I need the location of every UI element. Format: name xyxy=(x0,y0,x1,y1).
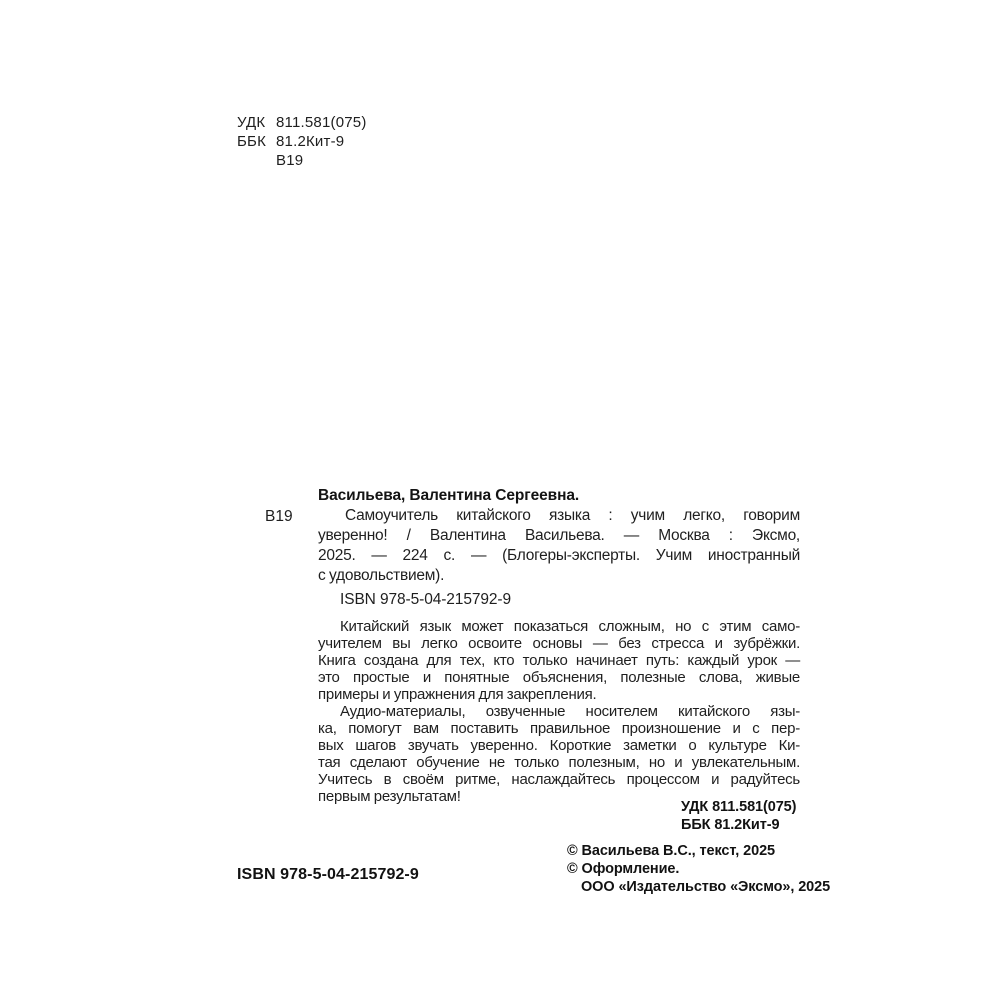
text-line: ООО «Издательство «Эксмо», 2025 xyxy=(581,879,831,895)
bibliographic-description-body xyxy=(265,506,800,586)
text-line: © Васильева В.С., текст, 2025 xyxy=(567,843,776,859)
text-line: Аудио-материалы, озвученные носителем китайского язы- xyxy=(340,703,800,720)
bibliographic-description xyxy=(318,506,800,586)
author-code-margin: В19 xyxy=(265,508,293,525)
bbk-bottom: ББК 81.2Кит-9 xyxy=(681,816,780,833)
udk-row xyxy=(237,113,367,132)
text-line: вых шагов звучать уверенно. Короткие заметки о культуре Ки- xyxy=(318,737,800,754)
bbk-row xyxy=(237,132,367,151)
udk-label: УДК xyxy=(237,114,266,131)
text-line: с удовольствием). xyxy=(318,567,445,584)
annotation-paragraph-1 xyxy=(318,618,800,703)
text-line: первым результатам! xyxy=(318,788,461,805)
text-line: Книга создана для тех, кто только начинает путь: каждый урок — xyxy=(318,652,800,669)
isbn-line: ISBN 978-5-04-215792-9 xyxy=(340,591,511,608)
isbn-bottom: ISBN 978-5-04-215792-9 xyxy=(237,866,419,883)
bbk-value: 81.2Кит-9 xyxy=(276,133,345,150)
text-line: Учитесь в своём ритме, наслаждайтесь процессом и радуйтесь xyxy=(318,771,800,788)
bottom-classification-block xyxy=(681,799,796,834)
author-code: В19 xyxy=(276,152,304,169)
udk-bottom: УДК 811.581(075) xyxy=(681,799,797,815)
text-line: ка, помогут вам поставить правильное произношение и с пер- xyxy=(318,720,800,737)
udk-value: 811.581(075) xyxy=(276,114,367,131)
text-line: Самоучитель китайского языка : учим легко, говорим xyxy=(345,507,800,524)
text-line: это простые и понятные объяснения, полезные слова, живые xyxy=(318,669,800,686)
bbk-label: ББК xyxy=(237,133,267,150)
top-classification-block xyxy=(237,113,367,170)
text-line: © Оформление. xyxy=(567,861,680,877)
text-line: уверенно! / Валентина Васильева. — Москва : Эксмо, xyxy=(318,527,800,544)
text-line: тая сделают обучение не только полезным, но и увлекательным. xyxy=(318,754,800,771)
annotation-paragraph-2 xyxy=(318,703,800,805)
author-heading: Васильева, Валентина Сергеевна. xyxy=(318,487,580,504)
text-line: Китайский язык может показаться сложным, но с этим само- xyxy=(340,618,800,635)
text-line: учителем вы легко освоите основы — без стресса и зубрёжки. xyxy=(318,635,800,652)
copyright-block xyxy=(567,842,830,896)
author-code-row xyxy=(237,151,367,170)
text-line: примеры и упражнения для закрепления. xyxy=(318,686,597,703)
annotation-block xyxy=(318,618,800,805)
bibliographic-record xyxy=(265,486,800,610)
text-line: 2025. — 224 с. — (Блогеры-эксперты. Учим иностранный xyxy=(318,547,800,564)
